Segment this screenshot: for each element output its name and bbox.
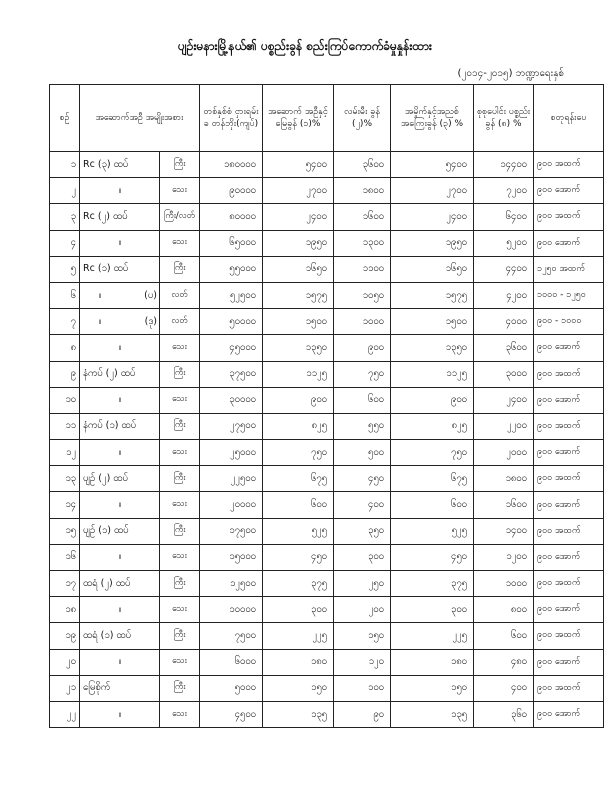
table-row: [50, 204, 604, 230]
building-land-tax-cell: ၁၅၀၀: [263, 309, 334, 335]
garbage-tax-cell: ၄၅၀: [391, 544, 474, 570]
size-class-cell: ကြီး: [160, 413, 200, 439]
table-row: [50, 178, 604, 204]
total-tax-cell: ၄၀၀၀: [474, 309, 534, 335]
annual-rent-cell: ၈၀၀၀၀: [200, 204, 263, 230]
annual-rent-cell: ၂၅၀၀၀: [200, 440, 263, 466]
garbage-tax-cell: ၁၆၅၀: [391, 256, 474, 282]
garbage-tax-cell: ၅၄၀၀: [391, 152, 474, 178]
annual-rent-cell: ၁၅၀၀၀: [200, 544, 263, 570]
table-row: [50, 649, 604, 675]
square-feet-cell: ၉၀၀ အောက်: [534, 701, 604, 727]
street-light-tax-cell: ၁၆၀၀: [334, 204, 391, 230]
building-land-tax-cell: ၂၄၀၀: [263, 204, 334, 230]
building-type-label: ။: [98, 289, 102, 301]
garbage-tax-cell: ၉၀၀: [391, 387, 474, 413]
table-row: [50, 675, 604, 701]
table-row: [50, 571, 604, 597]
serial-cell: ၁၉: [50, 623, 80, 649]
serial-cell: ၆: [50, 282, 80, 308]
square-feet-cell: ၁၂၅၀ အထက်: [534, 256, 604, 282]
garbage-tax-cell: ၁၈၀: [391, 649, 474, 675]
serial-cell: ၂: [50, 178, 80, 204]
street-light-tax-cell: ၁၈၀၀: [334, 178, 391, 204]
annual-rent-cell: ၁၀၀၀၀: [200, 597, 263, 623]
document-title: ပျဉ်းမနားမြို့နယ်၏ ပစ္စည်းခွန် စည်းကြပ်ကောက်ခံမှုနှုန်းထား: [178, 39, 432, 53]
annual-rent-cell: ၅၀၀၀: [200, 675, 263, 701]
building-land-tax-cell: ၁၅၀: [263, 675, 334, 701]
serial-cell: ၄: [50, 230, 80, 256]
total-tax-cell: ၃၀၀၀: [474, 361, 534, 387]
size-class-cell: လတ်: [160, 309, 200, 335]
header-street-light-tax: လမ်းမီး ခွန် (၂)%: [334, 85, 391, 152]
header-annual-rent: တစ်နှစ်စံ ငှားရမ်းခ တန်ဘိုး(ကျပ်): [200, 85, 263, 152]
street-light-tax-cell: ၃၆၀၀: [334, 152, 391, 178]
square-feet-cell: ၉၀၀ အထက်: [534, 466, 604, 492]
size-class-cell: ကြီး/လတ်: [160, 204, 200, 230]
street-light-tax-cell: ၅၀၀: [334, 440, 391, 466]
table-row: [50, 544, 604, 570]
total-tax-cell: ၁၈၀၀: [474, 466, 534, 492]
serial-cell: ၅: [50, 256, 80, 282]
garbage-tax-cell: ၂၂၅: [391, 623, 474, 649]
header-building-type: အဆောက်အဦ အမျိုးအစား: [80, 85, 200, 152]
street-light-tax-cell: ၂၀၀: [334, 597, 391, 623]
square-feet-cell: ၉၀၀ အောက်: [534, 178, 604, 204]
serial-cell: ၁၀: [50, 387, 80, 413]
building-land-tax-cell: ၃၀၀: [263, 597, 334, 623]
garbage-tax-cell: ၆၀၀: [391, 492, 474, 518]
total-tax-cell: ၆၄၀၀: [474, 204, 534, 230]
building-type-cell: ။: [80, 335, 160, 361]
total-tax-cell: ၆၀၀: [474, 623, 534, 649]
annual-rent-cell: ၅၂၅၀၀: [200, 282, 263, 308]
total-tax-cell: ၁၀၀၀: [474, 571, 534, 597]
street-light-tax-cell: ၁၅၀: [334, 623, 391, 649]
annual-rent-cell: ၇၅၀၀: [200, 623, 263, 649]
total-tax-cell: ၅၂၀၀: [474, 230, 534, 256]
building-land-tax-cell: ၉၀၀: [263, 387, 334, 413]
garbage-tax-cell: ၁၅၀၀: [391, 309, 474, 335]
building-subtype-label: (ဒု): [144, 315, 157, 327]
size-class-cell: ကြီး: [160, 256, 200, 282]
annual-rent-cell: ၁၇၅၀၀: [200, 518, 263, 544]
square-feet-cell: ၉၀၀ - ၁၀၀၀: [534, 309, 604, 335]
serial-cell: ၁၈: [50, 597, 80, 623]
annual-rent-cell: ၄၅၀၀၀: [200, 335, 263, 361]
serial-cell: ၂၂: [50, 701, 80, 727]
header-garbage-tax: အမှိုက်နှင့်အညစ် အကြေးခွန် (၃) %: [391, 85, 474, 152]
table-header-row: [50, 85, 604, 152]
street-light-tax-cell: ၁၃၀၀: [334, 230, 391, 256]
total-tax-cell: ၁၄၄၀၀: [474, 152, 534, 178]
tax-rate-table: [49, 84, 604, 728]
building-land-tax-cell: ၂၂၅: [263, 623, 334, 649]
building-type-cell: မြေစိုက်: [80, 675, 160, 701]
street-light-tax-cell: ၁၀၅၀: [334, 282, 391, 308]
building-type-cell: Rc (၂) ထပ်: [80, 204, 160, 230]
square-feet-cell: ၉၀၀ အောက်: [534, 492, 604, 518]
building-type-cell: ပျဉ် (၁) ထပ်: [80, 518, 160, 544]
serial-cell: ၂၀: [50, 649, 80, 675]
size-class-cell: ကြီး: [160, 361, 200, 387]
total-tax-cell: ၈၀၀: [474, 597, 534, 623]
total-tax-cell: ၃၆၀: [474, 701, 534, 727]
serial-cell: ၁၄: [50, 492, 80, 518]
table-row: [50, 440, 604, 466]
garbage-tax-cell: ၃၀၀: [391, 597, 474, 623]
garbage-tax-cell: ၁၃၅၀: [391, 335, 474, 361]
street-light-tax-cell: ၇၅၀: [334, 361, 391, 387]
square-feet-cell: ၉၀၀ အောက်: [534, 335, 604, 361]
table-row: [50, 230, 604, 256]
square-feet-cell: ၉၀၀ အောက်: [534, 387, 604, 413]
building-type-cell: ။: [80, 649, 160, 675]
size-class-cell: သေး: [160, 492, 200, 518]
street-light-tax-cell: ၂၅၀: [334, 571, 391, 597]
total-tax-cell: ၇၂၀၀: [474, 178, 534, 204]
square-feet-cell: ၉၀၀ အထက်: [534, 413, 604, 439]
building-type-cell: နံကပ် (၂) ထပ်: [80, 361, 160, 387]
building-land-tax-cell: ၄၅၀: [263, 544, 334, 570]
building-type-cell: [80, 282, 160, 308]
size-class-cell: သေး: [160, 701, 200, 727]
table-row: [50, 492, 604, 518]
street-light-tax-cell: ၃၅၀: [334, 518, 391, 544]
square-feet-cell: ၉၀၀ အထက်: [534, 204, 604, 230]
garbage-tax-cell: ၁၃၅: [391, 701, 474, 727]
garbage-tax-cell: ၁၉၅၀: [391, 230, 474, 256]
garbage-tax-cell: ၆၇၅: [391, 466, 474, 492]
building-type-cell: ။: [80, 544, 160, 570]
garbage-tax-cell: ၂၇၀၀: [391, 178, 474, 204]
building-land-tax-cell: ၁၃၅၀: [263, 335, 334, 361]
size-class-cell: ကြီး: [160, 571, 200, 597]
size-class-cell: ကြီး: [160, 466, 200, 492]
building-type-cell: Rc (၃) ထပ်: [80, 152, 160, 178]
table-row: [50, 701, 604, 727]
building-land-tax-cell: ၅၂၅: [263, 518, 334, 544]
building-land-tax-cell: ၇၅၀: [263, 440, 334, 466]
annual-rent-cell: ၁၈၀၀၀၀: [200, 152, 263, 178]
table-row: [50, 466, 604, 492]
garbage-tax-cell: ၈၂၅: [391, 413, 474, 439]
total-tax-cell: ၄၈၀: [474, 649, 534, 675]
annual-rent-cell: ၂၀၀၀၀: [200, 492, 263, 518]
building-type-cell: နံကပ် (၁) ထပ်: [80, 413, 160, 439]
annual-rent-cell: ၆၅၀၀၀: [200, 230, 263, 256]
size-class-cell: သေး: [160, 178, 200, 204]
serial-cell: ၁၃: [50, 466, 80, 492]
total-tax-cell: ၄၀၀: [474, 675, 534, 701]
total-tax-cell: ၁၂၀၀: [474, 544, 534, 570]
building-type-cell: ။: [80, 230, 160, 256]
annual-rent-cell: ၃၀၀၀၀: [200, 387, 263, 413]
building-type-cell: Rc (၁) ထပ်: [80, 256, 160, 282]
garbage-tax-cell: ၂၄၀၀: [391, 204, 474, 230]
size-class-cell: လတ်: [160, 282, 200, 308]
total-tax-cell: ၄၂၀၀: [474, 282, 534, 308]
street-light-tax-cell: ၁၀၀: [334, 675, 391, 701]
square-feet-cell: ၉၀၀ အထက်: [534, 675, 604, 701]
annual-rent-cell: ၄၅၀၀: [200, 701, 263, 727]
annual-rent-cell: ၉၀၀၀၀: [200, 178, 263, 204]
annual-rent-cell: ၆၀၀၀: [200, 649, 263, 675]
table-row: [50, 282, 604, 308]
size-class-cell: သေး: [160, 387, 200, 413]
table-row: [50, 152, 604, 178]
garbage-tax-cell: ၅၂၅: [391, 518, 474, 544]
size-class-cell: ကြီး: [160, 675, 200, 701]
serial-cell: ၃: [50, 204, 80, 230]
total-tax-cell: ၂၄၀၀: [474, 387, 534, 413]
garbage-tax-cell: ၇၅၀: [391, 440, 474, 466]
size-class-cell: သေး: [160, 649, 200, 675]
garbage-tax-cell: ၁၅၀: [391, 675, 474, 701]
building-type-cell: ။: [80, 597, 160, 623]
building-type-cell: ထရံ (၁) ထပ်: [80, 623, 160, 649]
building-land-tax-cell: ၁၃၅: [263, 701, 334, 727]
total-tax-cell: ၄၄၀၀: [474, 256, 534, 282]
table-row: [50, 387, 604, 413]
size-class-cell: ကြီး: [160, 623, 200, 649]
square-feet-cell: ၁၀၀၀ - ၁၂၅၀: [534, 282, 604, 308]
street-light-tax-cell: ၄၅၀: [334, 466, 391, 492]
building-land-tax-cell: ၂၇၀၀: [263, 178, 334, 204]
annual-rent-cell: ၃၇၅၀၀: [200, 361, 263, 387]
street-light-tax-cell: ၃၀၀: [334, 544, 391, 570]
street-light-tax-cell: ၄၀၀: [334, 492, 391, 518]
building-type-cell: ။: [80, 701, 160, 727]
size-class-cell: ကြီး: [160, 518, 200, 544]
building-land-tax-cell: ၈၂၅: [263, 413, 334, 439]
serial-cell: ၁၅: [50, 518, 80, 544]
serial-cell: ၁၁: [50, 413, 80, 439]
street-light-tax-cell: ၁၀၀၀: [334, 309, 391, 335]
garbage-tax-cell: ၃၇၅: [391, 571, 474, 597]
square-feet-cell: ၉၀၀ အထက်: [534, 152, 604, 178]
square-feet-cell: ၉၀၀ အထက်: [534, 571, 604, 597]
serial-cell: ၇: [50, 309, 80, 335]
size-class-cell: သေး: [160, 597, 200, 623]
building-type-cell: ။: [80, 492, 160, 518]
header-total-tax: စုစုပေါင်း ပစ္စည်းခွန် (၈) %: [474, 85, 534, 152]
header-serial: စဉ်: [50, 85, 80, 152]
street-light-tax-cell: ၉၀: [334, 701, 391, 727]
building-type-cell: [80, 309, 160, 335]
serial-cell: ၁: [50, 152, 80, 178]
building-type-label: ။: [98, 315, 102, 327]
total-tax-cell: ၂၂၀၀: [474, 413, 534, 439]
building-type-cell: ။: [80, 387, 160, 413]
building-type-cell: ပျဉ် (၂) ထပ်: [80, 466, 160, 492]
building-type-cell: ။: [80, 440, 160, 466]
serial-cell: ၁၆: [50, 544, 80, 570]
annual-rent-cell: ၂၂၅၀၀: [200, 466, 263, 492]
square-feet-cell: ၉၀၀ အောက်: [534, 230, 604, 256]
total-tax-cell: ၁၄၀၀: [474, 518, 534, 544]
building-land-tax-cell: ၅၄၀၀: [263, 152, 334, 178]
annual-rent-cell: ၂၇၅၀၀: [200, 413, 263, 439]
size-class-cell: သေး: [160, 230, 200, 256]
building-land-tax-cell: ၁၁၂၅: [263, 361, 334, 387]
table-row: [50, 335, 604, 361]
square-feet-cell: ၉၀၀ အထက်: [534, 361, 604, 387]
table-row: [50, 361, 604, 387]
annual-rent-cell: ၁၂၅၀၀: [200, 571, 263, 597]
building-land-tax-cell: ၁၅၇၅: [263, 282, 334, 308]
serial-cell: ၁၇: [50, 571, 80, 597]
table-row: [50, 309, 604, 335]
table-row: [50, 518, 604, 544]
square-feet-cell: ၉၀၀ အထက်: [534, 623, 604, 649]
square-feet-cell: ၉၀၀ အောက်: [534, 440, 604, 466]
garbage-tax-cell: ၁၅၇၅: [391, 282, 474, 308]
serial-cell: ၁၂: [50, 440, 80, 466]
street-light-tax-cell: ၁၂၀: [334, 649, 391, 675]
building-type-cell: ။: [80, 178, 160, 204]
size-class-cell: သေး: [160, 335, 200, 361]
square-feet-cell: ၉၀၀ အောက်: [534, 649, 604, 675]
total-tax-cell: ၃၆၀၀: [474, 335, 534, 361]
table-body: [50, 152, 604, 728]
building-type-cell: ထရံ (၂) ထပ်: [80, 571, 160, 597]
street-light-tax-cell: ၆၀၀: [334, 387, 391, 413]
fiscal-year-label: (၂၀၁၄-၂၀၁၅) ဘဏ္ဍာရေးနှစ်: [457, 68, 564, 79]
building-land-tax-cell: ၃၇၅: [263, 571, 334, 597]
annual-rent-cell: ၅၀၀၀၀: [200, 309, 263, 335]
building-land-tax-cell: ၁၆၅၀: [263, 256, 334, 282]
table-row: [50, 413, 604, 439]
header-building-land-tax: အဆောက် အဦနှင့်မြေခွန် (၁)%: [263, 85, 334, 152]
total-tax-cell: ၁၆၀၀: [474, 492, 534, 518]
total-tax-cell: ၂၀၀၀: [474, 440, 534, 466]
square-feet-cell: ၉၀၀ အထက်: [534, 518, 604, 544]
table-row: [50, 623, 604, 649]
building-subtype-label: (ပ): [144, 289, 157, 301]
serial-cell: ၈: [50, 335, 80, 361]
street-light-tax-cell: ၉၀၀: [334, 335, 391, 361]
table-row: [50, 256, 604, 282]
size-class-cell: သေး: [160, 544, 200, 570]
annual-rent-cell: ၅၅၀၀၀: [200, 256, 263, 282]
header-square-feet: စတုရန်းပေ: [534, 85, 604, 152]
serial-cell: ၂၁: [50, 675, 80, 701]
building-land-tax-cell: ၁၉၅၀: [263, 230, 334, 256]
building-land-tax-cell: ၆၇၅: [263, 466, 334, 492]
square-feet-cell: ၉၀၀ အောက်: [534, 597, 604, 623]
building-land-tax-cell: ၁၈၀: [263, 649, 334, 675]
size-class-cell: သေး: [160, 440, 200, 466]
building-land-tax-cell: ၆၀၀: [263, 492, 334, 518]
garbage-tax-cell: ၁၁၂၅: [391, 361, 474, 387]
table-row: [50, 597, 604, 623]
square-feet-cell: ၉၀၀ အောက်: [534, 544, 604, 570]
size-class-cell: ကြီး: [160, 152, 200, 178]
street-light-tax-cell: ၅၅၀: [334, 413, 391, 439]
serial-cell: ၉: [50, 361, 80, 387]
street-light-tax-cell: ၁၁၀၀: [334, 256, 391, 282]
